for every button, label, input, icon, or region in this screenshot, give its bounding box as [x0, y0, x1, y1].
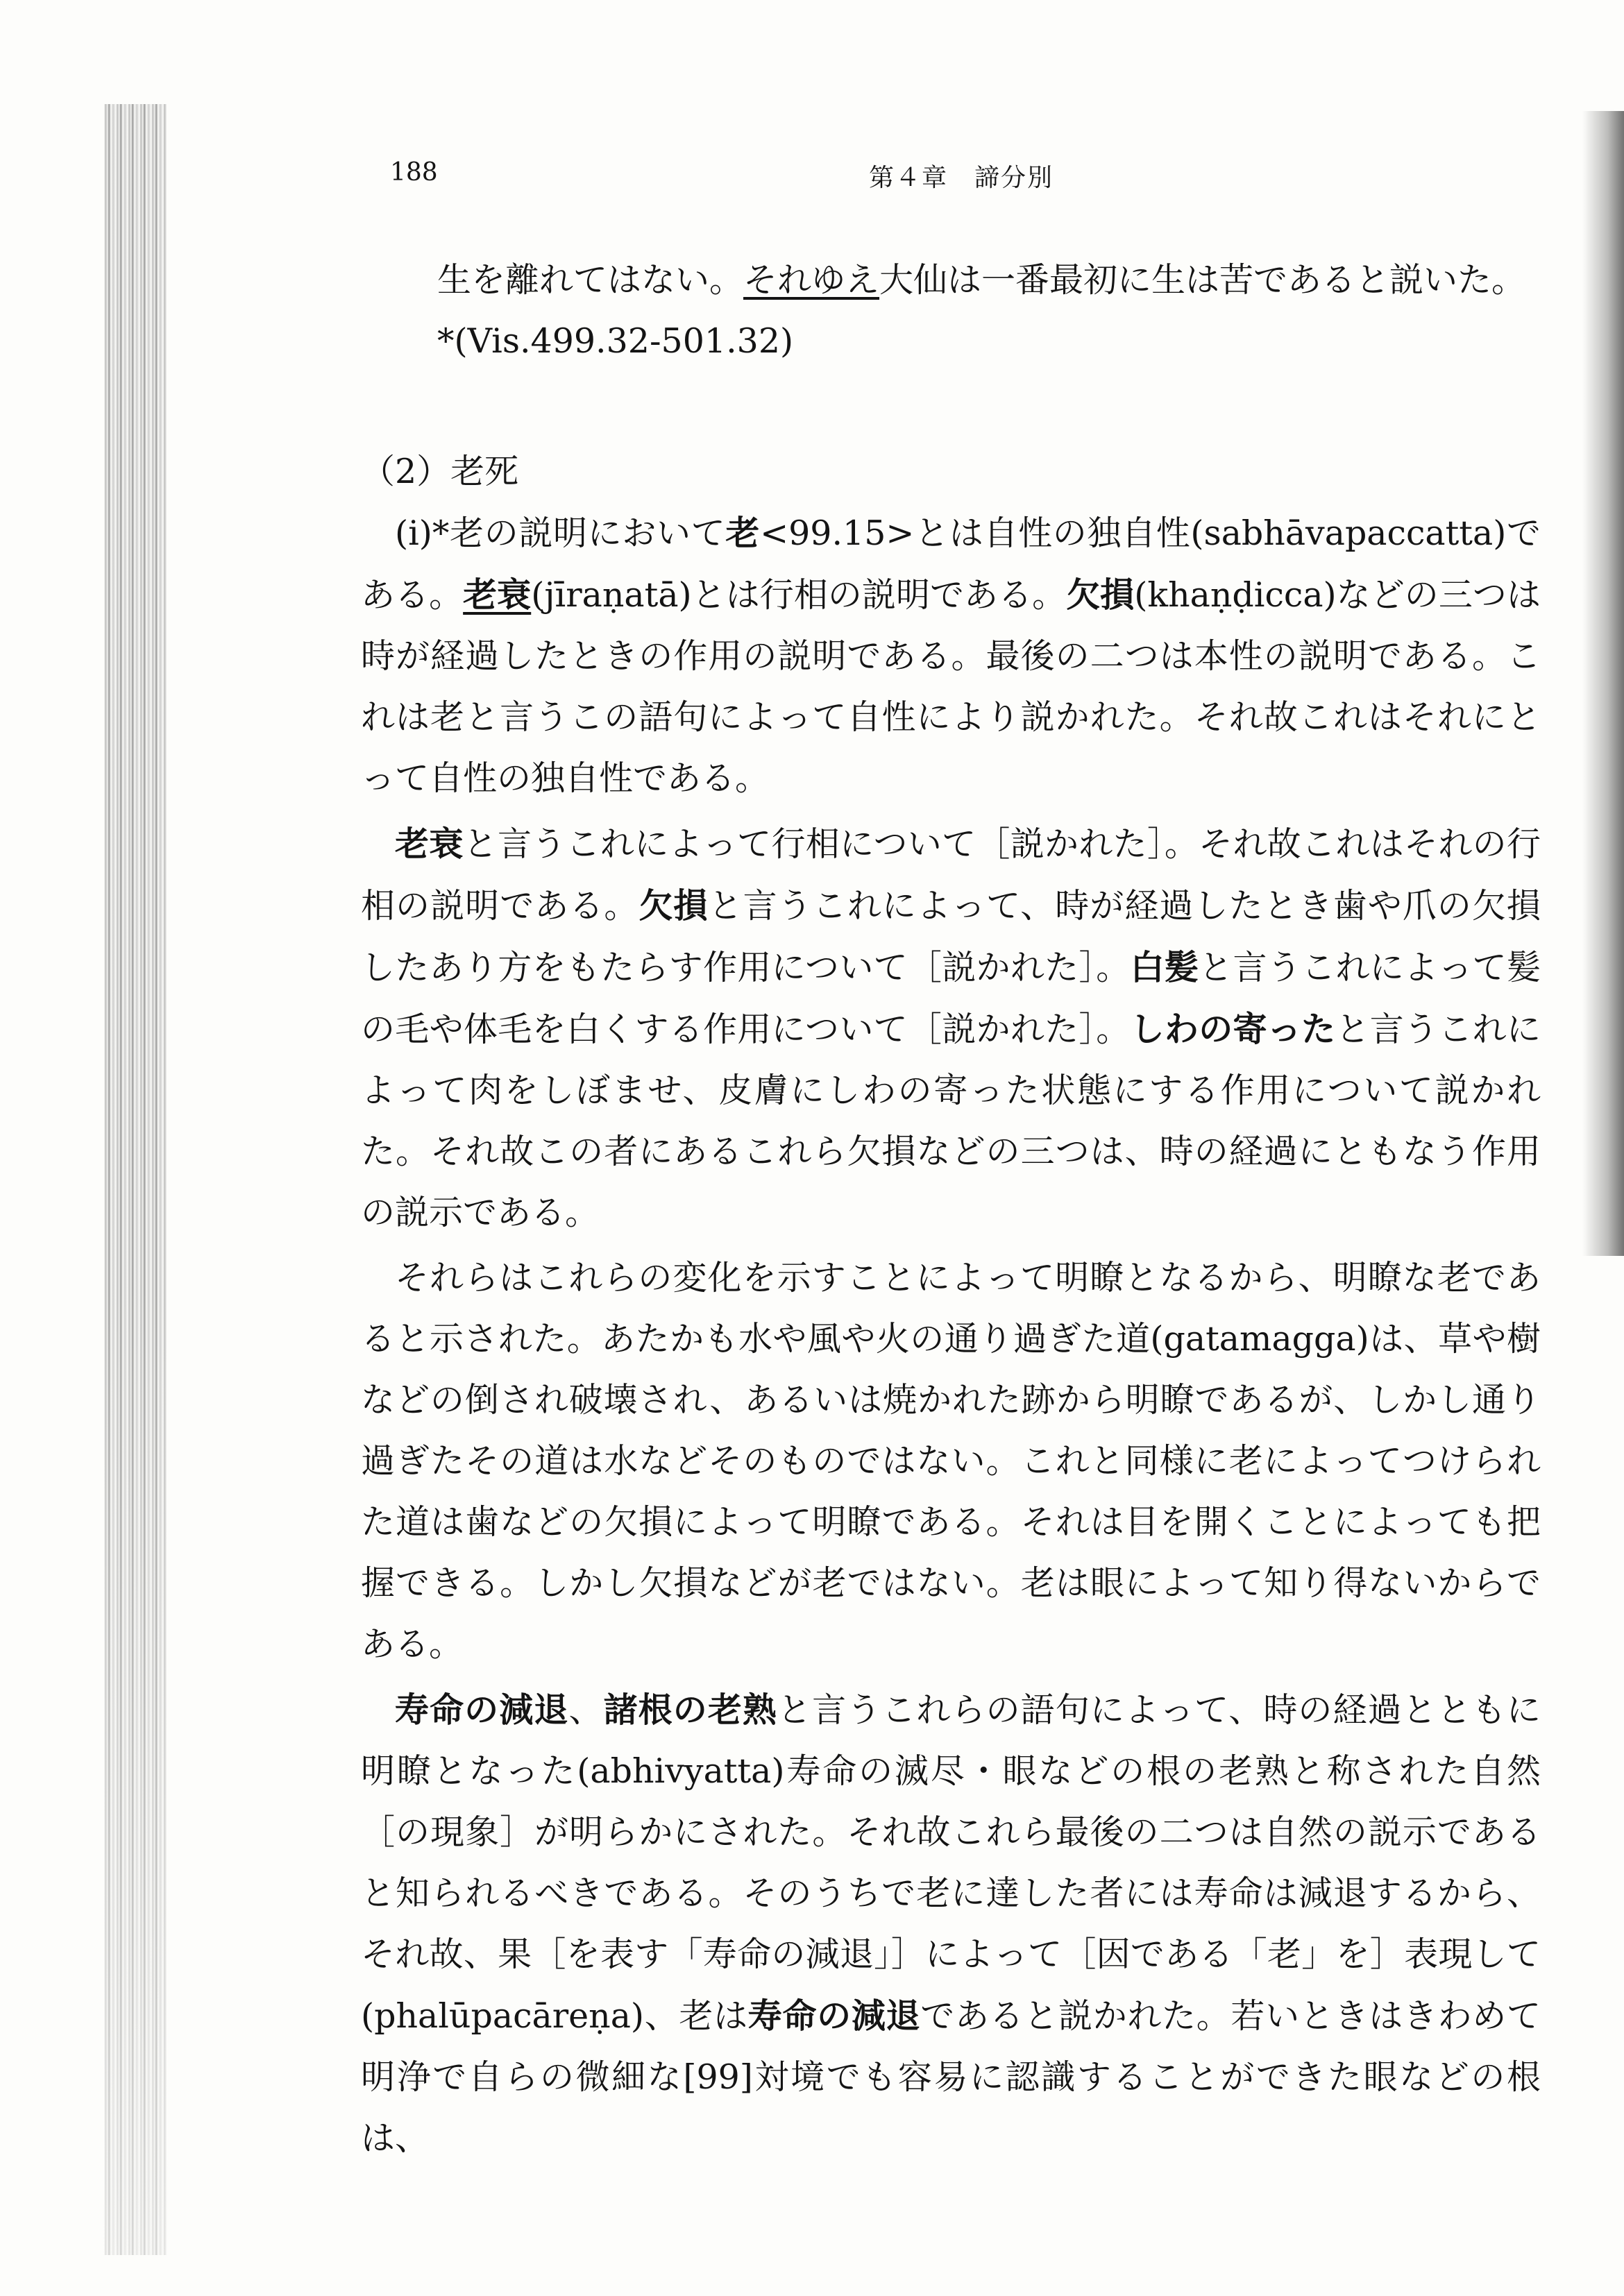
bold-term: 欠損 [1066, 575, 1135, 615]
bold-term: しわの寄った [1130, 1009, 1336, 1049]
page-header [0, 158, 1624, 200]
page-edge-shadow [1582, 111, 1624, 1256]
bold-term: 老衰 [395, 824, 464, 864]
binding-shadow-fade [97, 104, 174, 2255]
section-heading: （2）老死 [361, 452, 519, 491]
bold-term: 寿命の減退 [747, 1996, 921, 2036]
page-number: 188 [390, 158, 438, 187]
bold-term: 欠損 [638, 885, 709, 926]
paragraph-4: 寿命の減退、諸根の老熟と言うこれらの語句によって、時の経過とともに明瞭となった(abhivyatta)寿命の滅尽・眼などの根の老熟と称された自然［の現象］が明らかにされた。それ故これら最後の二つは自然の説示であると知られるべきである。そのうちで老に達した者には寿命は減退するから、それ故、果［を表す「寿命の減退」］によって［因である「老」を］表現して(phalūpacāreṇa)、老は寿命の減退であると説かれた。若いときはきわめて明浄で自らの微細な[99]対境でも容易に認識することができた眼などの根は、 [361, 1690, 1541, 2158]
paragraph-1: (i)*老の説明において老<99.15>とは自性の独自性(sabhāvapaccatta)である。老衰(jīraṇatā)とは行相の説明である。欠損(khaṇḍicca)などの三つは時が経過したときの作用の説明である。最後の二つは本性の説明である。これは老と言うこの語句によって自性により説かれた。それ故これはそれにとって自性の独自性である。 [361, 513, 1541, 798]
verse-citation: *(Vis.499.32-501.32) [437, 321, 794, 361]
bold-term: 白髪 [1130, 947, 1199, 987]
page-body [361, 250, 1541, 2169]
bold-term: 寿命の減退 [395, 1690, 569, 1730]
verse-quote [361, 250, 1541, 372]
bold-term: 諸根の老熟 [603, 1690, 778, 1730]
paragraph-2: 老衰と言うこれによって行相について［説かれた］。それ故これはそれの行相の説明である。欠損と言うこれによって、時が経過したとき歯や爪の欠損したあり方をもたらす作用について［説かれた］。白髪と言うこれによって髪の毛や体毛を白くする作用について［説かれた］。しわの寄ったと言うこれによって肉をしぼませ、皮膚にしわの寄った状態にする作用について説かれた。それ故この者にあるこれら欠損などの三つは、時の経過にともなう作用の説示である。 [361, 824, 1541, 1232]
underlined-term: それゆえ [743, 260, 880, 300]
paragraph-3: それらはこれらの変化を示すことによって明瞭となるから、明瞭な老であると示された。あたかも水や風や火の通り過ぎた道(gatamagga)は、草や樹などの倒され破壊され、あるいは焼かれた跡から明瞭であるが、しかし通り過ぎたその道は水などそのものではない。これと同様に老によってつけられた道は歯などの欠損によって明瞭である。それは目を開くことによっても把握できる。しかし欠損などが老ではない。老は眼によって知り得ないからである。 [361, 1258, 1541, 1664]
bold-underlined-term: 老衰 [463, 575, 532, 615]
bold-term: 老 [725, 513, 761, 553]
verse-line-1: 生を離れてはない。それゆえ大仙は一番最初に生は苦であると説いた。 [437, 260, 1526, 300]
running-head: 第４章 諦分別 [869, 164, 1054, 192]
